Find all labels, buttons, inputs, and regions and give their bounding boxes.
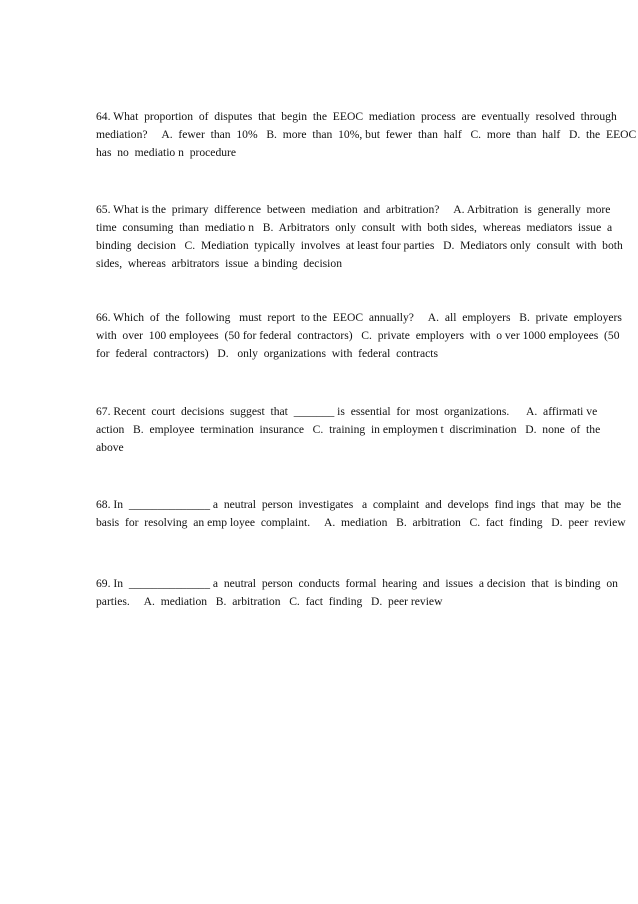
question-67 [96,403,638,457]
question-67-line-1: 67. Recent court decisions suggest that _______ is essential for most organizations. A. affirmati ve [96,405,598,418]
question-65-line-2: time consuming than mediatio n B. Arbitrators only consult with both sides, whereas mediators issue a [96,221,613,234]
question-66 [96,309,638,363]
question-67-line-2: action B. employee termination insurance C. training in employmen t discrimination D. none of the [96,423,601,436]
question-66-line-3: for federal contractors) D. only organizations with federal contracts [96,347,438,360]
question-66-line-2: with over 100 employees (50 for federal contractors) C. private employers with o ver 1000 employees (50 [96,329,620,342]
question-65-line-4: sides, whereas arbitrators issue a binding decision [96,257,342,270]
question-66-line-1: 66. Which of the following must report to the EEOC annually? A. all employers B. private employers [96,311,622,324]
question-68-line-1: 68. In ______________ a neutral person investigates a complaint and develops find ings that may be the [96,498,622,511]
question-65-line-3: binding decision C. Mediation typically involves at least four parties D. Mediators only consult with both [96,239,623,252]
question-65-line-1: 65. What is the primary difference between mediation and arbitration? A. Arbitration is generally more [96,203,611,216]
question-64-line-1: 64. What proportion of disputes that begin the EEOC mediation process are eventually resolved through [96,110,617,123]
question-64-line-2: mediation? A. fewer than 10% B. more than 10%, but fewer than half C. more than half D. the EEOC [96,128,637,141]
question-67-line-3: above [96,441,124,454]
question-69 [96,575,638,611]
question-69-line-2: parties. A. mediation B. arbitration C. fact finding D. peer review [96,595,443,608]
question-65 [96,201,638,273]
question-68-line-2: basis for resolving an emp loyee complaint. A. mediation B. arbitration C. fact finding D. peer review [96,516,626,529]
question-69-line-1: 69. In ______________ a neutral person conducts formal hearing and issues a decision that is binding on [96,577,618,590]
question-64 [96,108,638,162]
question-68 [96,496,638,532]
question-64-line-3: has no mediatio n procedure [96,146,237,159]
